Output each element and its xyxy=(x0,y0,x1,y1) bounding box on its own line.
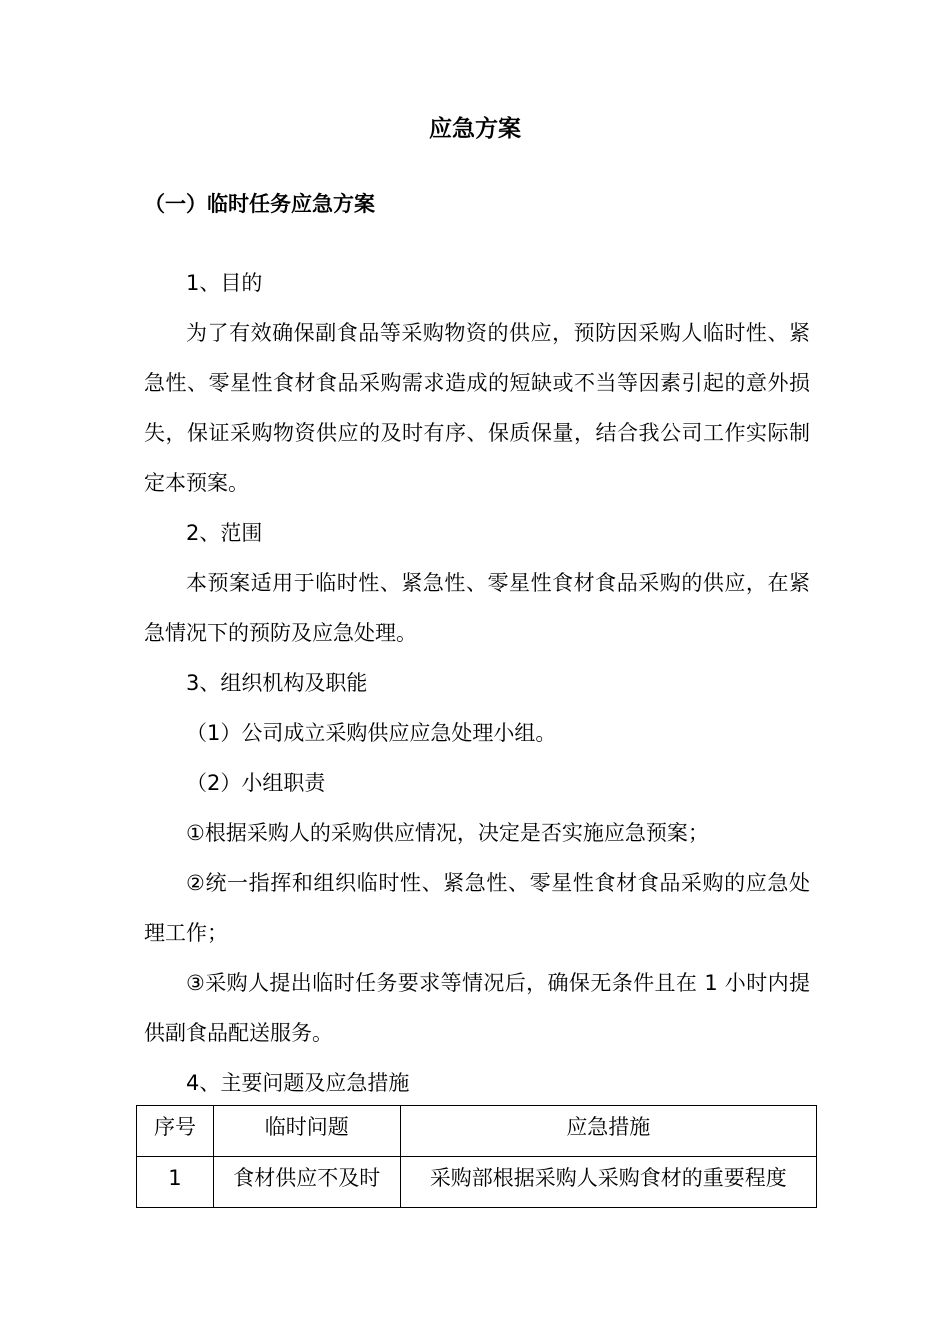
paragraph-measures-heading: 4、主要问题及应急措施 xyxy=(186,1071,410,1095)
paragraph-purpose-heading: 1、目的 xyxy=(186,271,263,295)
paragraph-scope-heading: 2、范围 xyxy=(186,521,263,545)
table-header-cell: 临时问题 xyxy=(213,1106,400,1157)
paragraph-duty-2: ②统一指挥和组织临时性、紧急性、零星性食材食品采购的应急处理工作； xyxy=(144,871,810,945)
table-cell: 采购部根据采购人采购食材的重要程度 xyxy=(400,1157,816,1208)
document-title: 应急方案 xyxy=(429,116,521,142)
paragraph-organization-heading: 3、组织机构及职能 xyxy=(186,671,368,695)
table-header-cell: 应急措施 xyxy=(400,1106,816,1157)
paragraph-scope-text: 本预案适用于临时性、紧急性、零星性食材食品采购的供应，在紧急情况下的预防及应急处理。 xyxy=(144,571,810,645)
table-row xyxy=(137,1157,817,1208)
paragraph-purpose-text: 为了有效确保副食品等采购物资的供应，预防因采购人临时性、紧急性、零星性食材食品采购需求造成的短缺或不当等因素引起的意外损失，保证采购物资供应的及时有序、保质保量，结合我公司工作实际制定本预案。 xyxy=(144,321,810,495)
table-cell: 1 xyxy=(137,1157,214,1208)
table-header-row xyxy=(137,1106,817,1157)
paragraph-organization-item-2: （2）小组职责 xyxy=(186,771,326,795)
paragraph-duty-1: ①根据采购人的采购供应情况，决定是否实施应急预案； xyxy=(186,821,709,845)
document-body xyxy=(144,258,810,1108)
measures-table xyxy=(136,1105,817,1208)
table-header-cell: 序号 xyxy=(137,1106,214,1157)
table-cell: 食材供应不及时 xyxy=(213,1157,400,1208)
paragraph-organization-item-1: （1）公司成立采购供应应急处理小组。 xyxy=(186,721,557,745)
paragraph-duty-3: ③采购人提出临时任务要求等情况后，确保无条件且在 1 小时内提供副食品配送服务。 xyxy=(144,971,810,1045)
section-heading: （一）临时任务应急方案 xyxy=(144,192,375,216)
